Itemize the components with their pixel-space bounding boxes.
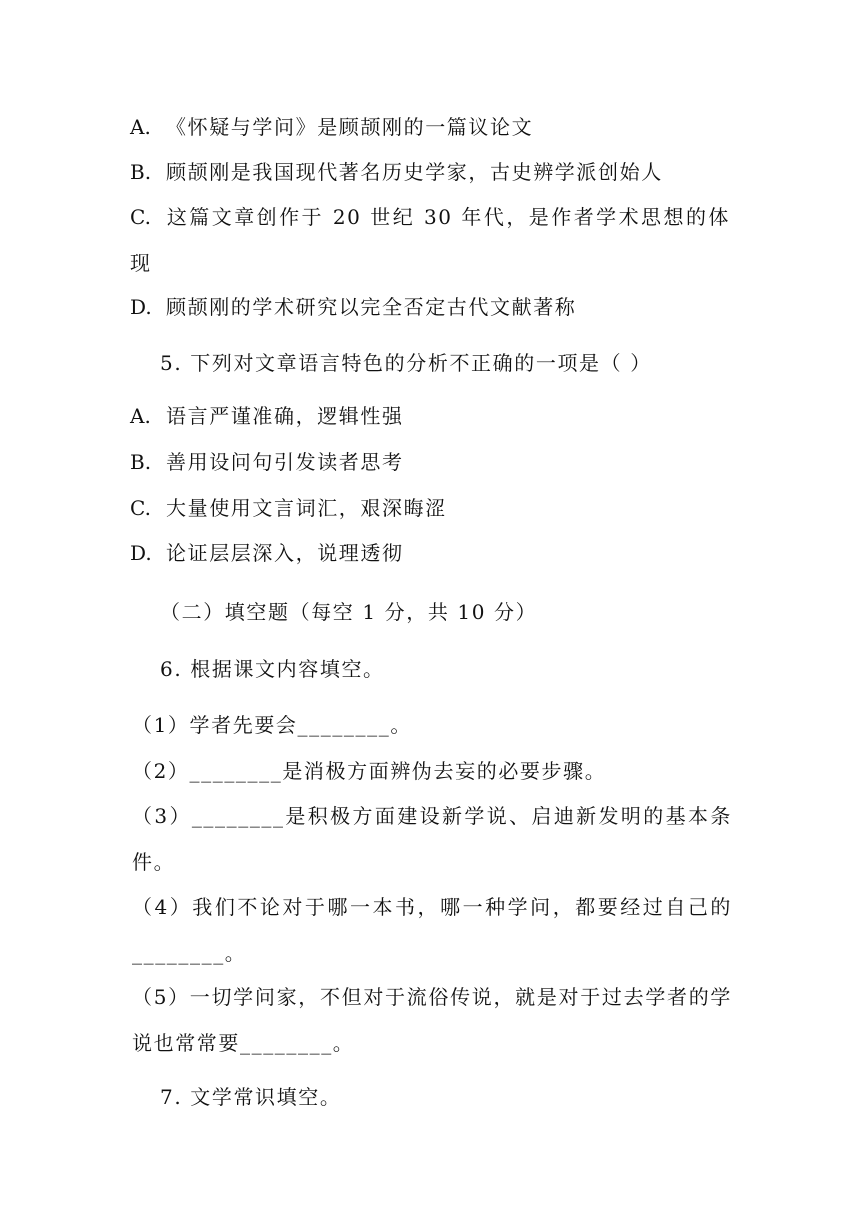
- option-letter: A.: [130, 404, 151, 428]
- option-letter: B.: [130, 160, 152, 184]
- q6-blank-3: （3）________是积极方面建设新学说、启迪新发明的基本条件。: [132, 804, 732, 874]
- q4-option-a: [130, 104, 730, 150]
- option-letter: B.: [130, 450, 152, 474]
- q6-blank-1: （1）学者先要会________。: [132, 713, 412, 737]
- q4-option-d: [130, 284, 730, 330]
- q5-option-d: [130, 530, 730, 576]
- option-text: 善用设问句引发读者思考: [166, 450, 404, 474]
- option-text: 这篇文章创作于 20 世纪 30 年代，是作者学术思想的体现: [130, 205, 730, 275]
- q5-option-b: [130, 439, 730, 485]
- q4-option-b: [130, 149, 730, 195]
- option-text: 顾颉刚的学术研究以完全否定古代文献著称: [166, 295, 577, 319]
- option-text: 语言严谨准确，逻辑性强: [166, 404, 404, 428]
- option-letter: C.: [130, 205, 151, 229]
- q6-blank-4: （4）我们不论对于哪一本书，哪一种学问，都要经过自己的________。: [132, 895, 732, 965]
- option-text: 大量使用文言词汇，艰深晦涩: [166, 496, 447, 520]
- option-letter: D.: [130, 541, 152, 565]
- option-letter: D.: [130, 295, 152, 319]
- option-letter: A.: [130, 115, 151, 139]
- q5-option-a: [130, 393, 730, 439]
- q5-stem: 5. 下列对文章语言特色的分析不正确的一项是（ ）: [160, 351, 652, 375]
- option-text: 论证层层深入，说理透彻: [166, 541, 404, 565]
- option-text: 《怀疑与学问》是顾颉刚的一篇议论文: [166, 115, 534, 139]
- q5-option-c: [130, 485, 730, 531]
- option-text: 顾颉刚是我国现代著名历史学家，古史辨学派创始人: [166, 160, 663, 184]
- option-letter: C.: [130, 496, 151, 520]
- q7-stem: 7. 文学常识填空。: [160, 1085, 342, 1109]
- q6-stem: 6. 根据课文内容填空。: [160, 657, 385, 681]
- q4-option-c: [130, 194, 730, 286]
- q6-blank-5: （5）一切学问家，不但对于流俗传说，就是对于过去学者的学说也常常要________。: [132, 985, 732, 1055]
- section-heading: （二）填空题（每空 1 分，共 10 分）: [160, 600, 538, 624]
- q6-blank-2: （2）________是消极方面辨伪去妄的必要步骤。: [132, 759, 607, 783]
